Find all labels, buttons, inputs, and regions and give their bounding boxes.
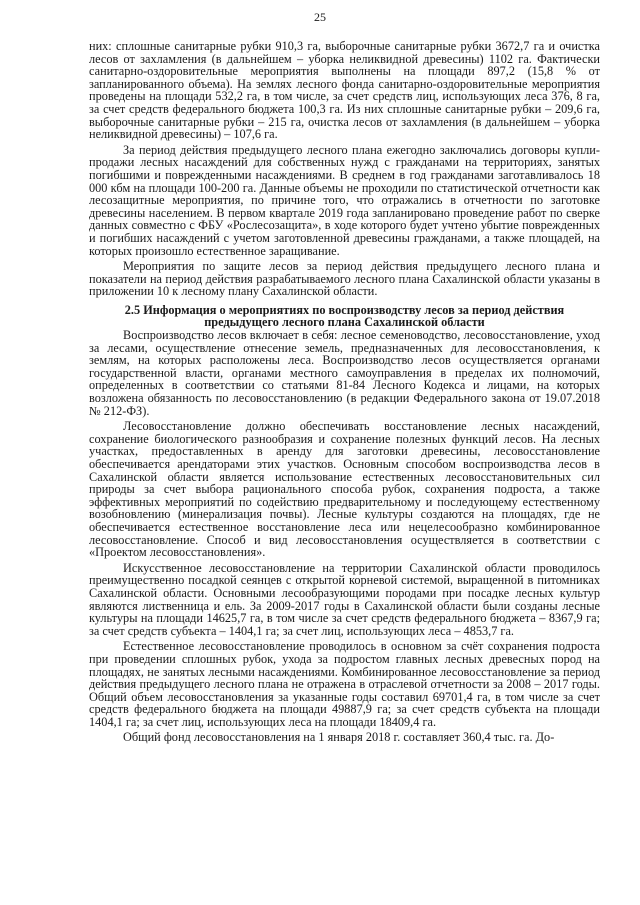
paragraph-artificial-reforestation: Искусственное лесовосстановление на территории Сахалинской области проводилось преимущественно посадкой сеянцев с открытой корневой системой, выращенной в питомниках Сахалинской области. Основными лесообразующими породами при посадке лесных культур являются лиственница и ель. За 2009-2017 годы в Сахалинской области были созданы лесные культуры на площади 14625,7 га, в том числе за счет средств федерального бюджета – 8367,9 га; за счет средств субъекта – 1404,1 га; за счет лиц, использующих леса – 4853,7 га. bbox=[89, 560, 600, 638]
paragraph-reforestation: Лесовосстановление должно обеспечивать восстановление лесных насаждений, сохранение биологического разнообразия и сохранение полезных функций лесов. На лесных участках, предоставленных в аренду для заготовки древесины, лесовосстановление обеспечивается арендаторами этих участков. Основным способом воспроизводства лесов в Сахалинской области является использование естественных лесовосстановительных сил природы за счет выбора рационального способа рубок, сохранения подроста, а также эффективных мероприятий по содействию предварительному и последующему естественному возобновлению (минерализация почвы). Лесные культуры создаются на площадях, где не обеспечивается естественное восстановление леса или нецелесообразно комбинированное лесовосстановление. Способ и вид лесовосстановления осуществляется в соответствии с «Проектом лесовосстановления». bbox=[89, 419, 600, 560]
paragraph-purchase-contracts: За период действия предыдущего лесного плана ежегодно заключались договоры купли-продажи лесных насаждений для собственных нужд с гражданами на территориях, занятых погибшими и поврежденными насаждениями. В среднем в год гражданами заготавливалось 18 000 кбм на площади 100-200 га. Данные объемы не проходили по статистической отчетности как лесозащитные мероприятия, по причине того, что отражались в отчетности по заготовке древесины населением. В первом квартале 2019 года запланировано проведение работ по сверке данных совместно с ФБУ «Рослесозащита», в ходе которого будет учтено убытие поврежденных и погибших насаждений с учетом заготовленной древесины гражданами, а также площадей, на которых произошло естественное заращивание. bbox=[89, 142, 600, 258]
page-body bbox=[89, 40, 600, 744]
page-number: 25 bbox=[314, 10, 326, 24]
paragraph-reforestation-fund: Общий фонд лесовосстановления на 1 января 2018 г. составляет 360,4 тыс. га. До- bbox=[123, 730, 555, 745]
paragraph-natural-reforestation: Естественное лесовосстановление проводилось в основном за счёт сохранения подроста при проведении сплошных рубок, ухода за подростом главных лесных древесных пород на площадях, не занятых лесными насаждениями. Комбинированное лесовосстановление за период действия предыдущего лесного плана не отражена в отраслевой отчетности за 2008 – 2017 годы. Общий объем лесовосстановления за указанные годы составил 69701,4 га, в том числе за счет средств федерального бюджета на площади 49887,9 га; за счет средств субъекта на площади 1404,1 га; за счет лиц, использующих леса на площади 18409,4 га. bbox=[89, 639, 600, 729]
paragraph-forest-protection: Мероприятия по защите лесов за период действия предыдущего лесного плана и показатели на период действия разрабатываемого лесного плана Сахалинской области указаны в приложении 10 к лесному плану Сахалинской области. bbox=[89, 259, 600, 299]
section-heading: 2.5 Информация о мероприятиях по воспроизводству лесов за период действия предыдущего лесного плана Сахалинской области bbox=[124, 302, 565, 330]
paragraph-continued: них: сплошные санитарные рубки 910,3 га, выборочные санитарные рубки 3672,7 га и очистка лесов от захламления (в дальнейшем – уборка неликвидной древесины) 1102 га. Фактически санитарно-оздоровительные мероприятия выполнены на площади 897,2 (15,8 % от запланированного объема). На землях лесного фонда санитарно-оздоровительные мероприятия проведены на площади 532,2 га, в том числе, за счет средств лиц, использующих леса 376, 8 га, за счет средств федерального бюджета 100,3 га. Из них сплошные санитарные рубки – 209,6 га, выборочные санитарные рубки – 215 га, очистка лесов от захламления (в дальнейшем – уборка неликвидной древесины) – 107,6 га. bbox=[89, 39, 600, 142]
paragraph-reproduction: Воспроизводство лесов включает в себя: лесное семеноводство, лесовосстановление, уход за лесами, осуществление отнесение земель, предназначенных для лесовосстановления, к землям, на которых расположены леса. Воспроизводство лесов осуществляется органами государственной власти, органами местного самоуправления в пределах их полномочий, определенных в соответствии со статьями 81-84 Лесного Кодекса и лицами, на которых возложена обязанность по лесовосстановлению (в редакции Федерального закона от 19.07.2018 № 212-ФЗ). bbox=[89, 328, 600, 418]
